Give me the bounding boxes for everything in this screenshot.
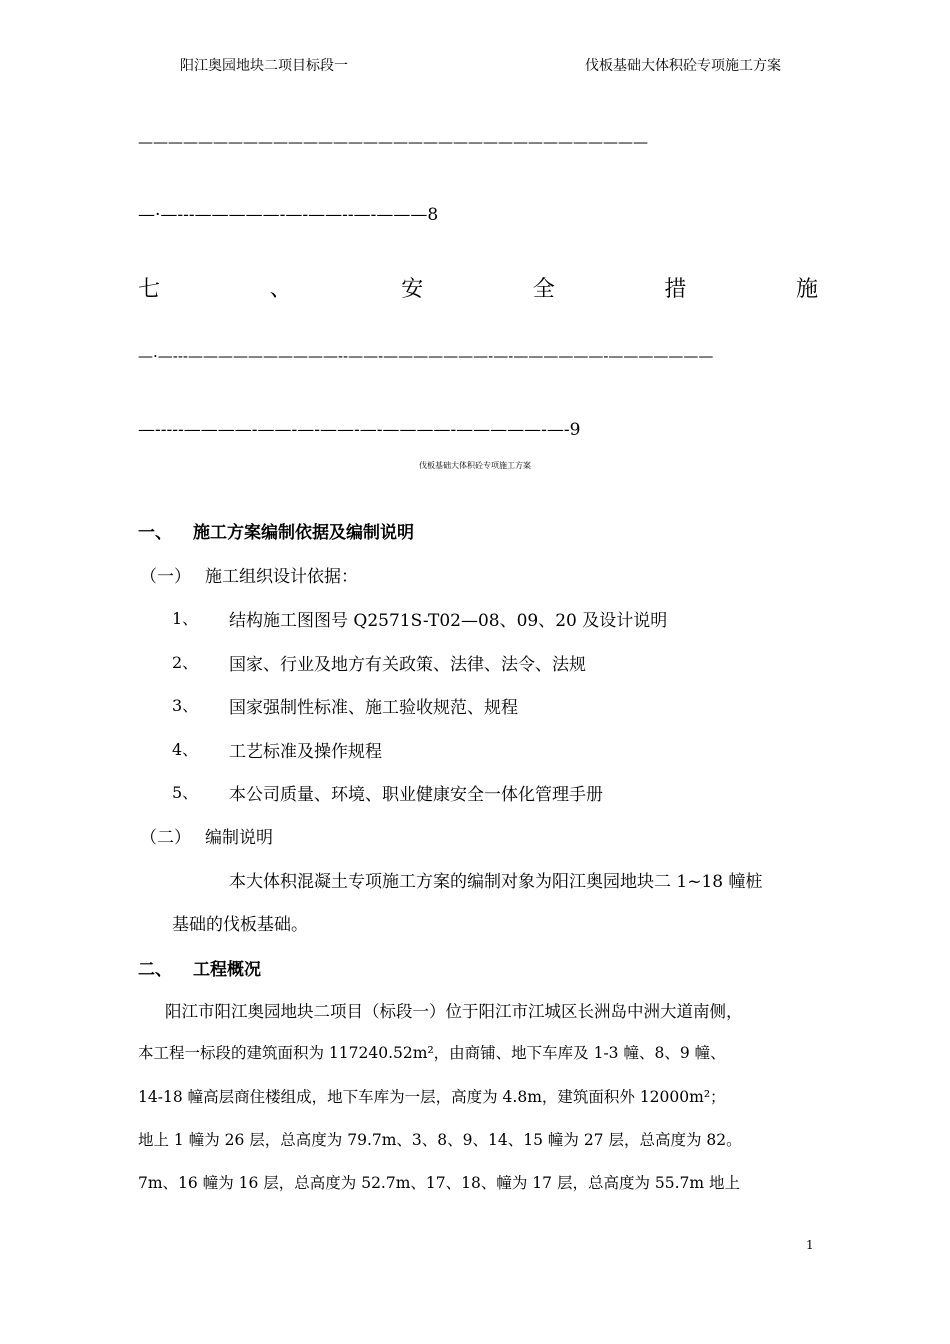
toc-leader-line: —·—---—————-—-——--—-———8	[138, 205, 439, 225]
toc-char: 施	[795, 277, 818, 302]
list-item-number: 4、	[172, 740, 199, 759]
section1-number: 一、	[138, 523, 172, 543]
list-item: 结构施工图图号 Q2571S-T02—08、09、20 及设计说明	[229, 611, 668, 631]
document-title: 伐板基础大体积砼专项施工方案	[419, 461, 531, 470]
header-right: 伐板基础大体积砼专项施工方案	[585, 58, 781, 74]
list-item: 本公司质量、环境、职业健康安全一体化管理手册	[229, 785, 603, 805]
subsection2-number: （二）	[140, 828, 191, 848]
list-item-number: 5、	[172, 783, 199, 802]
description-line: 基础的伐板基础。	[172, 915, 308, 935]
description-line: 本大体积混凝土专项施工方案的编制对象为阳江奥园地块二 1~18 幢桩	[229, 872, 763, 892]
overview-line: 本工程一标段的建筑面积为 117240.52m²，由商铺、地下车库及 1-3 幢、8、9 幢、	[138, 1044, 726, 1062]
toc-char: 七	[138, 277, 161, 302]
subsection1-label: 施工组织设计依据：	[205, 567, 358, 587]
overview-line: 阳江市阳江奥园地块二项目（标段一）位于阳江市江城区长洲岛中洲大道南侧，	[165, 1002, 743, 1021]
toc-leader-line: —-----————-——-—-——-—-————-—————-—-9	[138, 420, 581, 440]
list-item-number: 1、	[172, 609, 199, 628]
list-item: 工艺标准及操作规程	[229, 742, 382, 762]
list-item-number: 3、	[172, 696, 199, 715]
toc-char: 安	[401, 277, 424, 302]
section2-number: 二、	[138, 960, 172, 980]
toc-char: 全	[532, 277, 555, 302]
subsection1-number: （一）	[140, 567, 191, 587]
list-item: 国家强制性标准、施工验收规范、规程	[229, 698, 518, 718]
section1-heading: 施工方案编制依据及编制说明	[193, 523, 414, 543]
toc-leader-line: ——————————————————————————————————	[138, 133, 648, 151]
overview-line: 地上 1 幢为 26 层，总高度为 79.7m、3、8、9、14、15 幢为 27 层，总高度为 82。	[138, 1131, 742, 1149]
toc-char: 、	[269, 277, 292, 302]
overview-line: 14-18 幢高层商住楼组成，地下车库为一层，高度为 4.8m，建筑面积外 12000m²；	[138, 1088, 726, 1106]
list-item-number: 2、	[172, 653, 199, 672]
section2-heading: 工程概况	[193, 960, 261, 980]
subsection2-label: 编制说明	[205, 828, 273, 848]
header-left: 阳江奥园地块二项目标段一	[180, 58, 348, 74]
toc-char: 措	[664, 277, 687, 302]
toc-entry-safety-measures	[138, 272, 818, 303]
page-number: 1	[806, 1238, 814, 1252]
toc-leader-line: —·—---——————————--——-———————-—-——————-———————	[138, 347, 714, 365]
overview-line: 7m、16 幢为 16 层，总高度为 52.7m、17、18、幢为 17 层，总高度为 55.7m 地上	[138, 1174, 741, 1192]
list-item: 国家、行业及地方有关政策、法律、法令、法规	[229, 655, 586, 675]
